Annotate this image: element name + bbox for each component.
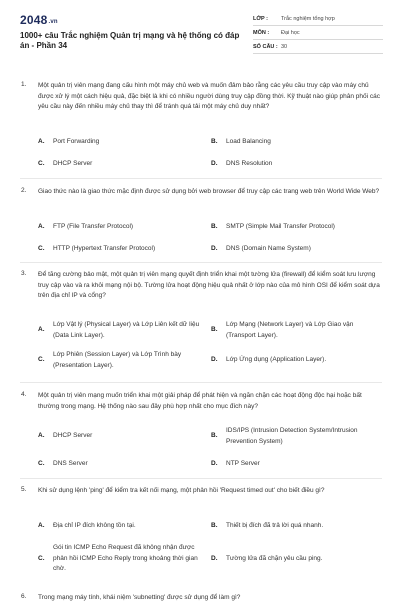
option-text: Gói tin ICMP Echo Request đã không nhận được phản hồi ICMP Echo Reply trong khoảng thời gian chờ. [53,544,198,572]
option-letter: C. [38,245,45,252]
meta-value: 30 [281,40,383,54]
option-text: DHCP Server [53,432,93,439]
question-text: Khi sử dụng lệnh 'ping' để kiểm tra kết nối mạng, một phản hồi 'Request timed out' cho biết điều gì? [38,487,325,494]
option-letter: B. [211,138,218,145]
option-letter: A. [38,326,45,333]
question-text: Giao thức nào là giao thức mặc định được sử dụng bởi web browser để truy cập các trang web trên World Wide Web? [38,188,380,195]
option-letter: B. [211,522,218,529]
question-divider [20,262,382,263]
option-text: Load Balancing [226,138,271,145]
option-letter: B. [211,326,218,333]
question-number: 5. [21,486,27,493]
option-letter: B. [211,223,218,230]
meta-key: SỐ CÂU : [253,40,281,54]
option-text: Thiết bị đích đã trả lời quá nhanh. [226,522,324,529]
question-text: Một quản trị viên mạng đang cấu hình một máy chủ web và muốn đảm bảo rằng các yêu cầu truy cập vào máy chủ được xử lý một cách hiệu quả, đặc biệt là khi có nhiều người dùng truy cập đồng thời. Kỹ thuật nào giúp phân phối các yêu cầu này đến nhiều máy chủ thay thì để tránh quá tải một máy chủ duy nhất? [38,82,381,110]
site-logo[interactable] [20,13,58,27]
option-letter: D. [211,245,218,252]
question-text: Một quản trị viên mạng muốn triển khai một giải pháp để phát hiện và ngăn chặn các hoạt động độc hại hoặc bất thường trong mạng. Hệ thống nào sau đây phù hợp nhất cho mục đích này? [38,392,362,410]
option-letter: B. [211,432,218,439]
option-letter: A. [38,223,45,230]
option-text: Lớp Mạng (Network Layer) và Lớp Giao vận (Transport Layer). [226,321,354,339]
option-letter: C. [38,356,45,363]
option-text: DNS Resolution [226,160,273,167]
question-number: 1. [21,81,27,88]
option-letter: C. [38,555,45,562]
option-text: DNS Server [53,460,88,467]
option-letter: A. [38,432,45,439]
option-text: Lớp Ứng dụng (Application Layer). [226,356,327,363]
page-title: 1000+ câu Trắc nghiệm Quản trị mạng và hệ thống có đáp án - Phần 34 [20,31,240,50]
question-number: 6. [21,593,27,600]
option-letter: A. [38,138,45,145]
meta-key: MÔN : [253,26,281,40]
page-header [0,0,400,60]
option-letter: D. [211,160,218,167]
option-letter: A. [38,522,45,529]
option-text: Lớp Phiên (Session Layer) và Lớp Trình bày (Presentation Layer). [53,351,182,369]
option-letter: C. [38,160,45,167]
question-divider [20,178,382,179]
meta-value: Đại học [281,26,383,40]
question-number: 4. [21,391,27,398]
meta-value: Trắc nghiệm tổng hợp [281,12,383,26]
logo-tld: .vn [48,19,58,25]
question-number: 2. [21,187,27,194]
option-text: Port Forwarding [53,138,100,145]
option-text: NTP Server [226,460,260,467]
meta-key: LỚP : [253,12,281,26]
option-text: Địa chỉ IP đích không tồn tại. [53,522,136,529]
option-text: Tường lửa đã chặn yêu cầu ping. [226,555,323,562]
question-text: Để tăng cường bảo mật, một quản trị viên mạng quyết định triển khai một tường lửa (firewall) để kiểm soát lưu lượng truy cập vào và ra khỏi mạng nội bộ. Tường lửa hoạt động hiệu quả nhất ở lớp nào của mô hình OSI để kiểm soát dựa trên địa chỉ IP và cổng? [38,271,380,299]
option-text: IDS/IPS (Intrusion Detection System/Intrusion Prevention System) [226,427,358,445]
option-text: HTTP (Hypertext Transfer Protocol) [53,245,156,252]
option-letter: D. [211,555,218,562]
option-letter: D. [211,460,218,467]
meta-table [253,12,383,54]
meta-row-subject [253,26,383,40]
meta-row-class [253,12,383,26]
meta-row-count [253,40,383,54]
option-text: SMTP (Simple Mail Transfer Protocol) [226,223,335,230]
question-number: 3. [21,270,27,277]
option-text: DHCP Server [53,160,93,167]
option-letter: C. [38,460,45,467]
option-letter: D. [211,356,218,363]
question-divider [20,382,382,383]
question-text: Trong mạng máy tính, khái niệm 'subnetting' được sử dụng để làm gì? [38,594,241,601]
logo-text: 2048 [20,13,48,27]
option-text: DNS (Domain Name System) [226,245,311,252]
question-divider [20,478,382,479]
option-text: Lớp Vật lý (Physical Layer) và Lớp Liên kết dữ liệu (Data Link Layer). [53,321,200,339]
option-text: FTP (File Transfer Protocol) [53,223,134,230]
